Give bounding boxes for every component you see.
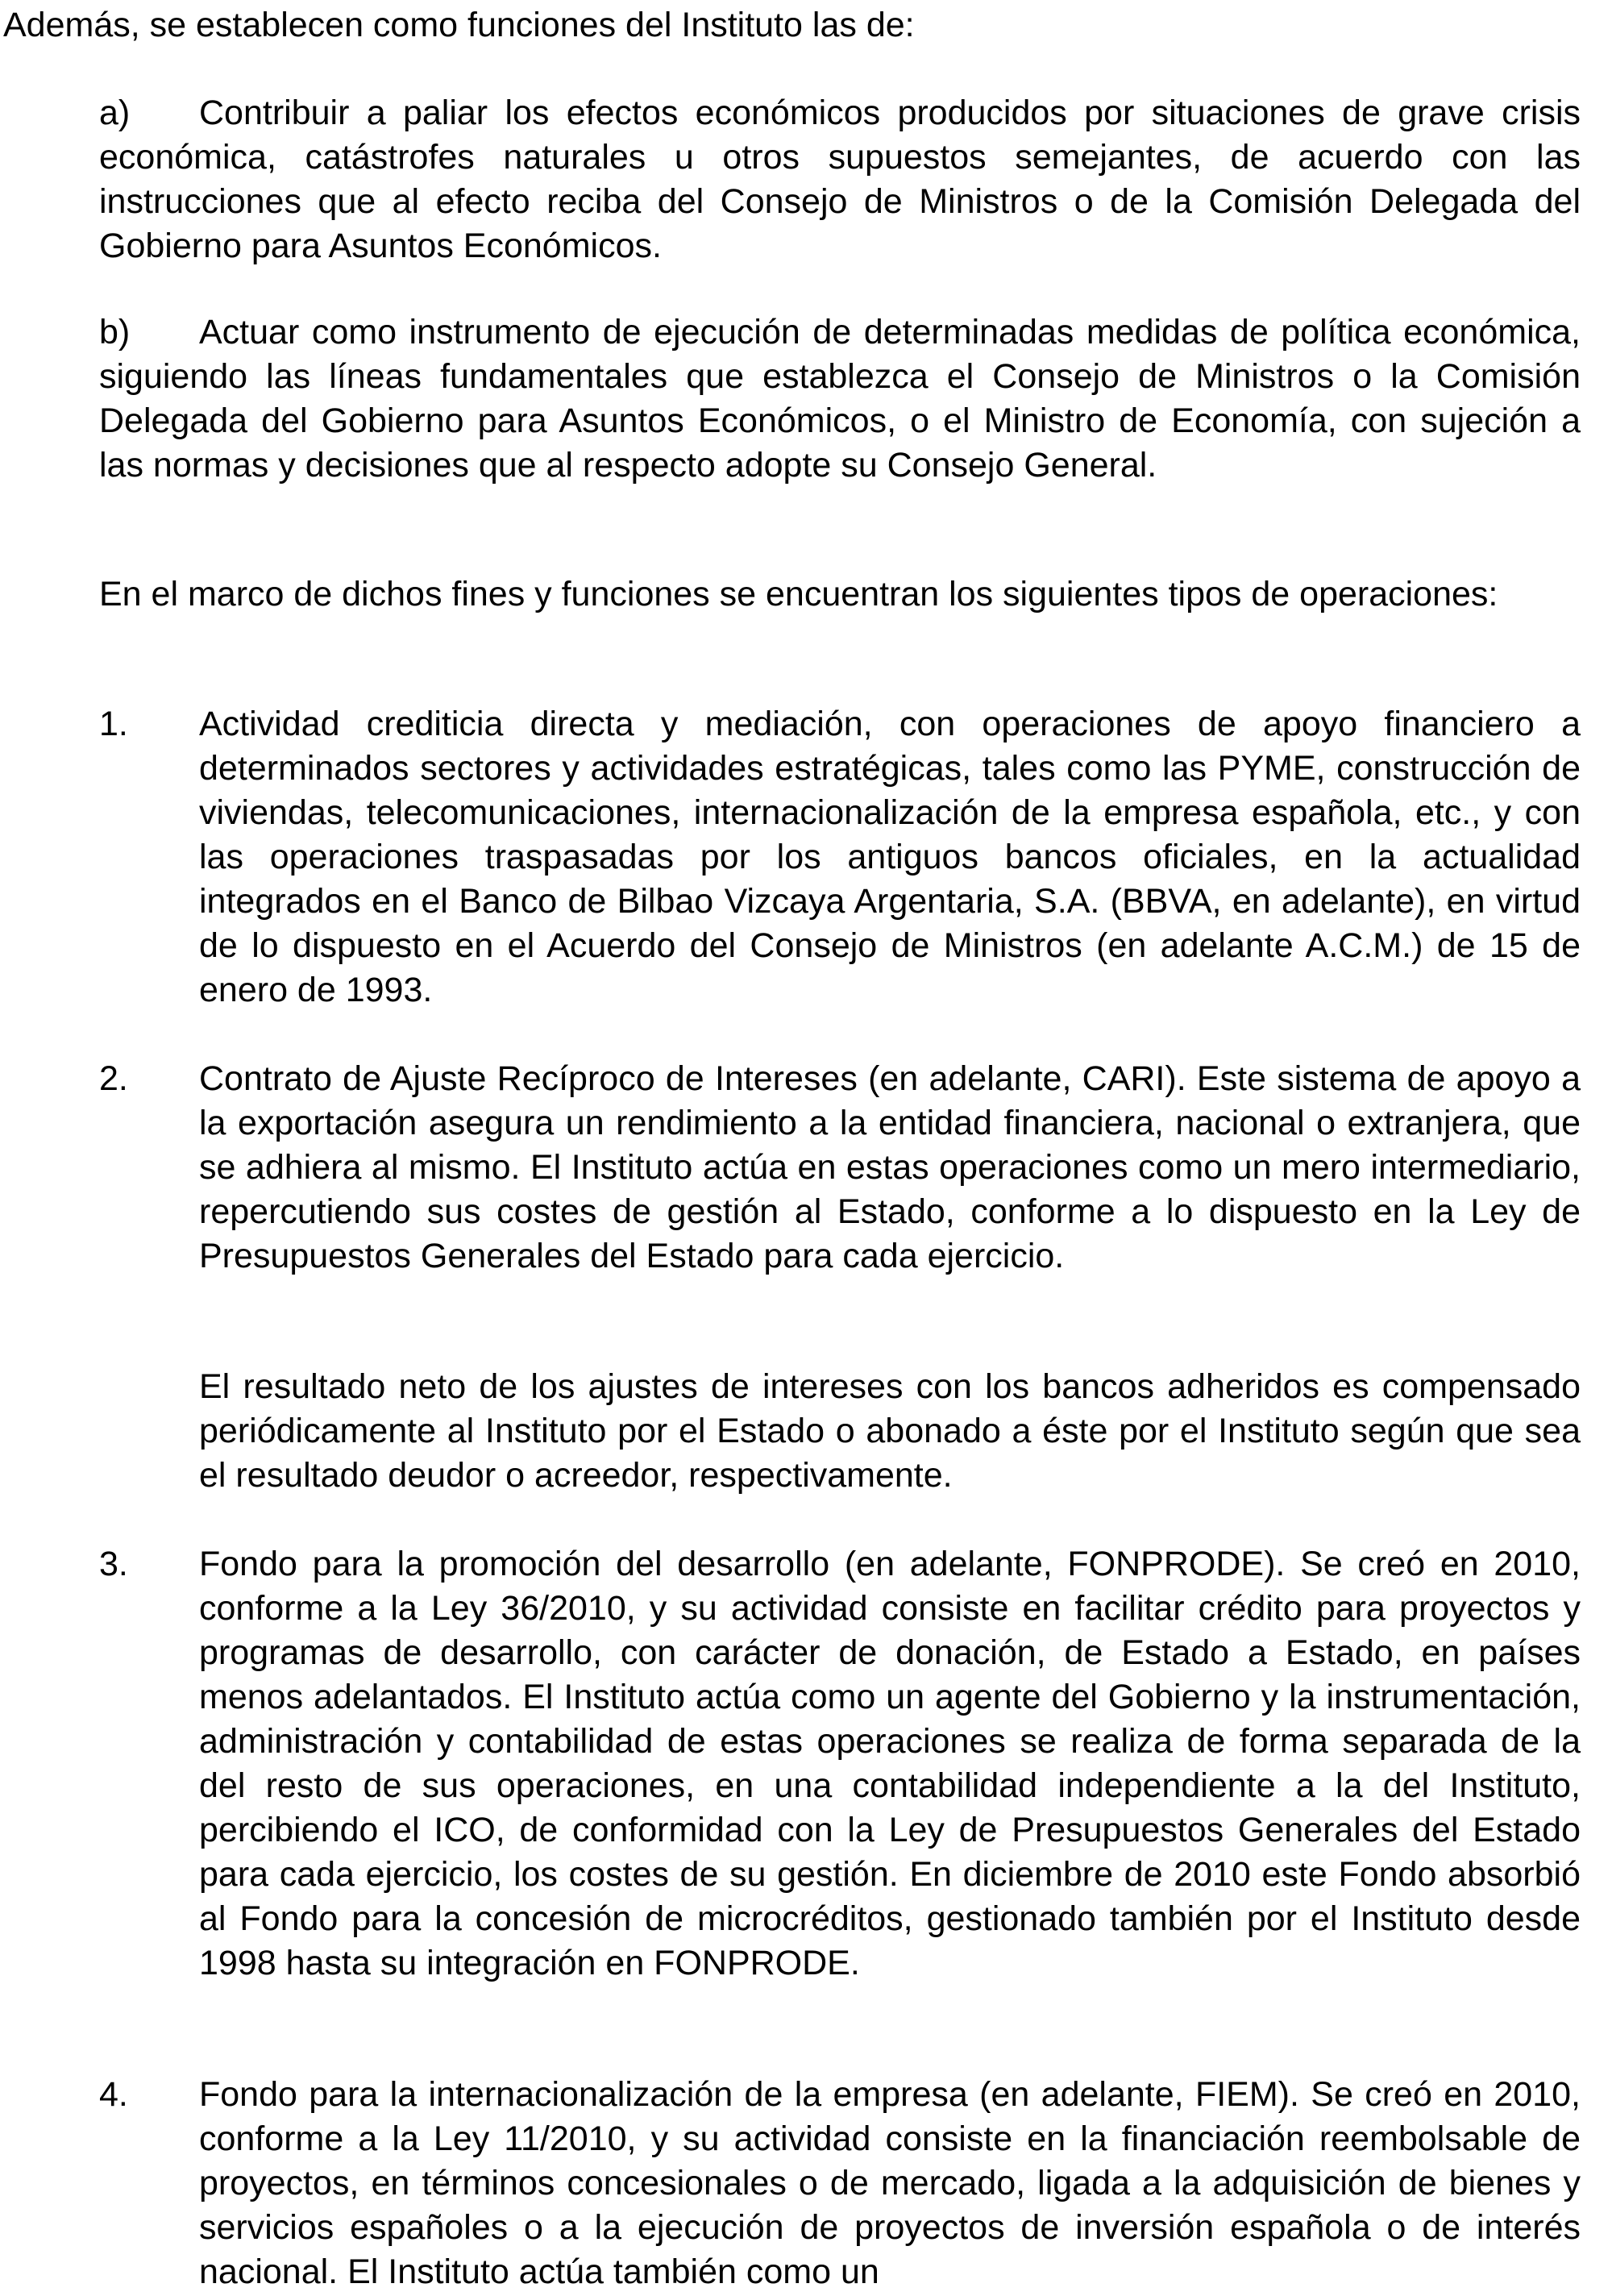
numbered-item-text: Contrato de Ajuste Recíproco de Intereses (en adelante, CARI). Este sistema de apoyo a la exportación asegura un rendimiento a la entidad financiera, nacional o extranjera, que se adhiera al mismo. El Instituto actúa en estas operaciones como un mero intermediario, repercutiendo sus costes de gestión al Estado, conforme a lo dispuesto en la Ley de Presupuestos Generales del Estado para cada ejercicio. [199,1059,1581,1275]
transition-paragraph: En el marco de dichos fines y funciones se encuentran los siguientes tipos de operaciones: [99,575,1498,614]
numbered-item-marker: 4. [99,2075,128,2114]
numbered-item-1 [99,702,1581,1013]
numbered-item-marker: 2. [99,1059,128,1098]
numbered-item-2-continuation: El resultado neto de los ajustes de intereses con los bancos adheridos es compensado periódicamente al Instituto por el Estado o abonado a éste por el Instituto según que sea el resultado deudor o acreedor, respectivamente. [199,1367,1581,1495]
numbered-item-text: Actividad crediticia directa y mediación, con operaciones de apoyo financiero a determinados sectores y actividades estratégicas, tales como las PYME, construcción de viviendas, telecomunicaciones, internacionalización de la empresa española, etc., y con las operaciones traspasadas por los antiguos bancos oficiales, en la actualidad integrados en el Banco de Bilbao Vizcaya Argentaria, S.A. (BBVA, en adelante), en virtud de lo dispuesto en el Acuerdo del Consejo de Ministros (en adelante A.C.M.) de 15 de enero de 1993. [199,705,1581,1009]
lettered-item-text: Contribuir a paliar los efectos económicos producidos por situaciones de grave crisis económica, catástrofes naturales u otros supuestos semejantes, de acuerdo con las instrucciones que al efecto reciba del Consejo de Ministros o de la Comisión Delegada del Gobierno para Asuntos Económicos. [99,94,1581,265]
lettered-item-marker: a) [99,94,131,132]
numbered-item-text: Fondo para la internacionalización de la empresa (en adelante, FIEM). Se creó en 2010, conforme a la Ley 11/2010, y su actividad consiste en la financiación reembolsable de proyectos, en términos concesionales o de mercado, ligada a la adquisición de bienes y servicios españoles o a la ejecución de proyectos de inversión española o de interés nacional. El Instituto actúa también como un [199,2075,1581,2291]
numbered-item-marker: 3. [99,1545,128,1583]
numbered-item-marker: 1. [99,705,128,743]
numbered-item-3 [99,1542,1581,1986]
lettered-item-text: Actuar como instrumento de ejecución de determinadas medidas de política económica, siguiendo las líneas fundamentales que establezca el Consejo de Ministros o la Comisión Delegada del Gobierno para Asuntos Económicos, o el Ministro de Economía, con sujeción a las normas y decisiones que al respecto adopte su Consejo General. [99,313,1581,485]
lettered-item-b [99,310,1581,488]
lettered-item-a [99,91,1581,268]
numbered-item-text: Fondo para la promoción del desarrollo (en adelante, FONPRODE). Se creó en 2010, conforme a la Ley 36/2010, y su actividad consiste en facilitar crédito para proyectos y programas de desarrollo, con carácter de donación, de Estado a Estado, en países menos adelantados. El Instituto actúa como un agente del Gobierno y la instrumentación, administración y contabilidad de estas operaciones se realiza de forma separada de la del resto de sus operaciones, en una contabilidad independiente a la del Instituto, percibiendo el ICO, de conformidad con la Ley de Presupuestos Generales del Estado para cada ejercicio, los costes de su gestión. En diciembre de 2010 este Fondo absorbió al Fondo para la concesión de microcréditos, gestionado también por el Instituto desde 1998 hasta su integración en FONPRODE. [199,1545,1581,1982]
lettered-item-marker: b) [99,313,131,351]
numbered-item-4 [99,2073,1581,2294]
intro-paragraph: Además, se establecen como funciones del Instituto las de: [3,6,915,44]
numbered-item-2 [99,1057,1581,1279]
